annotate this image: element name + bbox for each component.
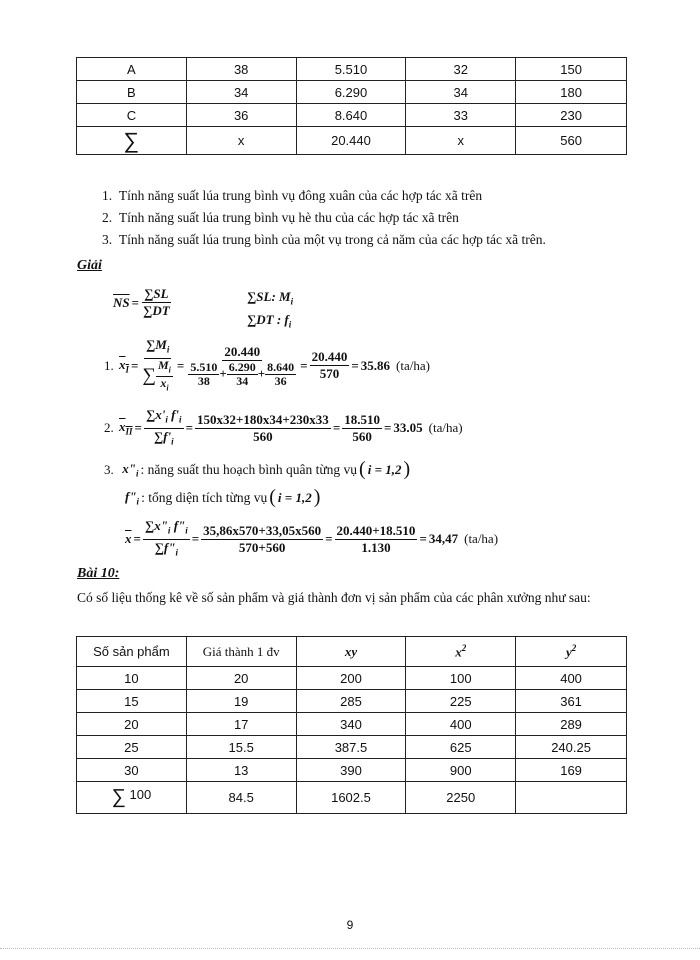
formula-1: 1. $x_I$ = $\sum M_i$ ∑ $\frac{M_i}{x_i}$ = 20.440 $\frac{5.510}{38}$ + $\frac{6.290}{34}$ + $\frac{8.640}{36}$ = $\frac{20.440}{570}$ = 35.86 (ta/ha) bbox=[104, 337, 430, 393]
formula-3: $\overline{x}$ = $\frac{\sum x"_i f"_i}{\sum f"_i}$ = $\frac{35,86x570+33,05x560}{570+560}$ = $\frac{20.440+18.510}{1.130}$ = 34,47 (ta/ha) bbox=[125, 518, 500, 560]
table-cell: 32 bbox=[406, 58, 516, 81]
table-row bbox=[77, 104, 627, 127]
table-cell: 180 bbox=[516, 81, 627, 104]
column-header: $y^2$ bbox=[516, 637, 627, 667]
step3-x-desc: 3. $x"_i$ : năng suất thu hoạch bình quân từng vụ ( i = 1,2 ) bbox=[104, 458, 411, 480]
formula-ns: $\overline{NS}$ = $\frac{\sum SL}{\sum DT}$ bbox=[113, 286, 170, 318]
fraction: $\frac{\sum x'_i f'_i}{\sum f'_i}$ bbox=[145, 407, 182, 447]
table-cell: 15 bbox=[77, 690, 187, 713]
table-cell: 225 bbox=[406, 690, 516, 713]
page-bottom-divider bbox=[0, 948, 700, 949]
table-row bbox=[77, 759, 627, 782]
table-cell: 38 bbox=[186, 58, 296, 81]
table-row bbox=[77, 736, 627, 759]
table-cell: 15.5 bbox=[186, 736, 296, 759]
table-1 bbox=[76, 57, 627, 155]
table-cell: 19 bbox=[186, 690, 296, 713]
table-cell: 33 bbox=[406, 104, 516, 127]
formula-side-note: ∑SL: $M_i$ ∑DT : $f_i$ bbox=[247, 289, 294, 330]
table-cell: 20 bbox=[77, 713, 187, 736]
exercise-title: Bài 10: bbox=[77, 566, 120, 581]
table-cell: 230 bbox=[516, 104, 627, 127]
table-cell: 8.640 bbox=[296, 104, 406, 127]
table-cell: 10 bbox=[77, 667, 187, 690]
fraction: $\frac{\sum SL}{\sum DT}$ bbox=[143, 286, 170, 318]
table-cell: 1602.5 bbox=[296, 782, 406, 814]
column-header: Số sản phẩm bbox=[77, 637, 187, 667]
page-number: 9 bbox=[346, 918, 354, 932]
table-cell: 5.510 bbox=[296, 58, 406, 81]
table-cell: 560 bbox=[516, 127, 627, 155]
ns-symbol: $\overline{NS}$ bbox=[113, 294, 130, 310]
table-cell: 20.440 bbox=[296, 127, 406, 155]
table-cell: 289 bbox=[516, 713, 627, 736]
table-cell: 200 bbox=[296, 667, 406, 690]
column-header: xy bbox=[296, 637, 406, 667]
column-header: $x^2$ bbox=[406, 637, 516, 667]
fraction: $\frac{150x32+180x34+230x33}{560}$ bbox=[196, 411, 329, 444]
table-cell: 100 bbox=[406, 667, 516, 690]
question-list bbox=[102, 185, 546, 251]
table-cell: B bbox=[77, 81, 187, 104]
table-row bbox=[77, 127, 627, 155]
sum-symbol: ∑ bbox=[111, 786, 126, 808]
table-cell: 387.5 bbox=[296, 736, 406, 759]
table-cell: A bbox=[77, 58, 187, 81]
fraction: $\frac{35,86x570+33,05x560}{570+560}$ bbox=[203, 522, 322, 555]
table-2 bbox=[76, 636, 627, 814]
formula-2: 2. $x_{II}$ = $\frac{\sum x'_i f'_i}{\sum f'_i}$ = $\frac{150x32+180x34+230x33}{560}$ = $\frac{18.510}{560}$ = 33.05 (ta/ha) bbox=[104, 407, 465, 449]
table-header-row bbox=[77, 637, 627, 667]
fraction: $\sum M_i$ ∑ $\frac{M_i}{x_i}$ bbox=[142, 337, 171, 393]
table-cell: 169 bbox=[516, 759, 627, 782]
list-item: 2. Tính năng suất lúa trung bình vụ hè thu của các hợp tác xã trên bbox=[102, 210, 459, 225]
list-item: 3. Tính năng suất lúa trung bình của một vụ trong cả năm của các hợp tác xã trên. bbox=[102, 232, 546, 247]
table-row bbox=[77, 58, 627, 81]
table-cell: 17 bbox=[186, 713, 296, 736]
table-cell: 20 bbox=[186, 667, 296, 690]
table-cell: 13 bbox=[186, 759, 296, 782]
sum-symbol: ∑ bbox=[77, 127, 187, 155]
table-cell: 2250 bbox=[406, 782, 516, 814]
table-row bbox=[77, 81, 627, 104]
fraction: 20.440 $\frac{5.510}{38}$ + $\frac{6.290}{34}$ + $\frac{8.640}{36}$ bbox=[190, 343, 295, 388]
table-cell: 150 bbox=[516, 58, 627, 81]
table-cell: 285 bbox=[296, 690, 406, 713]
table-cell: 340 bbox=[296, 713, 406, 736]
fraction: $\frac{20.440+18.510}{1.130}$ bbox=[336, 522, 416, 555]
table-cell: x bbox=[406, 127, 516, 155]
table-cell: 400 bbox=[406, 713, 516, 736]
table-cell: 30 bbox=[77, 759, 187, 782]
table-row bbox=[77, 667, 627, 690]
column-header: Giá thành 1 đv bbox=[186, 637, 296, 667]
table-row bbox=[77, 713, 627, 736]
table-cell: 36 bbox=[186, 104, 296, 127]
table-cell: 625 bbox=[406, 736, 516, 759]
table-cell: 900 bbox=[406, 759, 516, 782]
exercise-text: Có số liệu thống kê về số sản phẩm và giá thành đơn vị sản phẩm của các phân xưởng như sau: bbox=[77, 590, 591, 605]
fraction: $\frac{20.440}{570}$ bbox=[311, 349, 348, 382]
table-cell: x bbox=[186, 127, 296, 155]
table-cell: 6.290 bbox=[296, 81, 406, 104]
table-row bbox=[77, 690, 627, 713]
fraction: $\frac{\sum x"_i f"_i}{\sum f"_i}$ bbox=[144, 518, 188, 558]
solution-heading: Giải bbox=[77, 258, 102, 273]
table-cell: ∑ 100 bbox=[77, 782, 187, 814]
table-cell: 84.5 bbox=[186, 782, 296, 814]
table-cell: 240.25 bbox=[516, 736, 627, 759]
table-cell: 34 bbox=[406, 81, 516, 104]
table-cell: 400 bbox=[516, 667, 627, 690]
table-cell: C bbox=[77, 104, 187, 127]
fraction: $\frac{18.510}{560}$ bbox=[344, 411, 380, 444]
list-item: 1. Tính năng suất lúa trung bình vụ đông xuân của các hợp tác xã trên bbox=[102, 188, 483, 203]
table-cell: 25 bbox=[77, 736, 187, 759]
step3-f-desc: $f"_i$ : tổng diện tích từng vụ ( i = 1,2 ) bbox=[125, 486, 321, 508]
table-cell: 390 bbox=[296, 759, 406, 782]
table-cell: 361 bbox=[516, 690, 627, 713]
table-sum-row bbox=[77, 782, 627, 814]
table-cell bbox=[516, 782, 627, 814]
table-cell: 34 bbox=[186, 81, 296, 104]
